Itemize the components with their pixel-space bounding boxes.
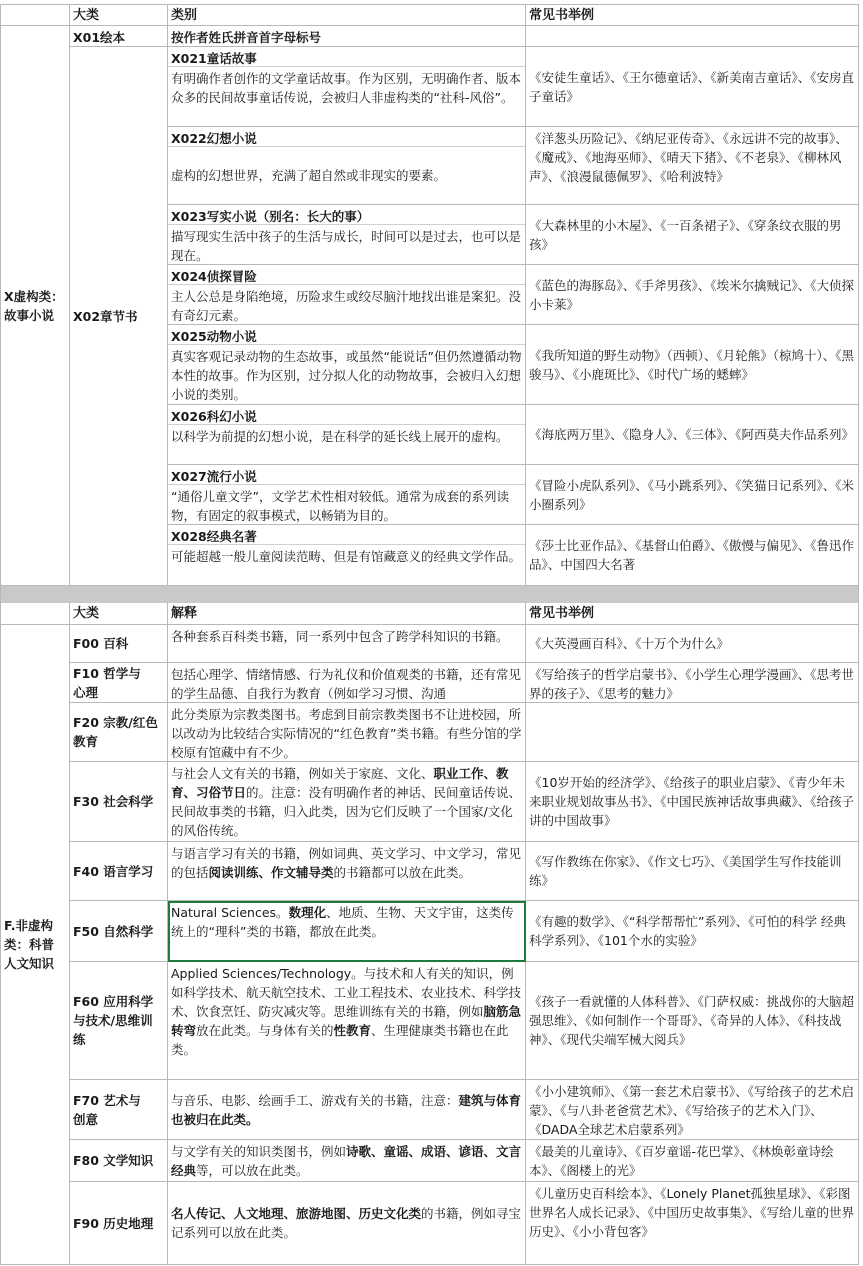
x025-title: X025动物小说	[168, 325, 526, 345]
f70-desc-bold: 建筑与体育也被归在此类。	[171, 1092, 522, 1127]
f60-desc	[168, 962, 526, 1080]
f30-examples-text: 《10岁开始的经济学》、《给孩子的职业启蒙》、《青少年未来职业规划故事丛书》、《中国民族神话故事典藏》、《给孩子讲的中国故事》	[529, 775, 855, 828]
f80-desc-b: 等，可以放在此类。	[196, 1163, 309, 1178]
f-header-blank	[0, 603, 70, 625]
header-blank	[0, 4, 70, 26]
x01-examples	[526, 26, 859, 47]
f50-desc[interactable]	[168, 901, 526, 962]
f30-desc-b: 的。注意：没有明确作者的神话、民间童话传说、民间故事类的书籍，归入此类，因为它们反映了一个国家/文化的风俗传统。	[171, 785, 522, 838]
f10-desc: 包括心理学、情绪情感、行为礼仪和价值观类的书籍，还有常见的学生品德、自我行为教育（例如学习习惯、沟通	[168, 663, 526, 703]
f40-examples	[526, 842, 859, 901]
x028-examples-text: 《莎士比亚作品》、《基督山伯爵》、《傲慢与偏见》、《鲁迅作品》、中国四大名著	[529, 538, 855, 572]
x022-desc-text: 虚构的幻想世界，充满了超自然或非现实的要素。	[171, 168, 447, 183]
f50-desc-bold: 数理化	[288, 905, 327, 920]
x027-desc: “通俗儿童文学”，文学艺术性相对较低。通常为成套的系列读物，有固定的叙事模式，以畅销为目的。	[168, 485, 526, 525]
f30-desc	[168, 762, 526, 842]
f00-desc: 各种套系百科类书籍，同一系列中包含了跨学科知识的书籍。	[168, 625, 526, 663]
x02-code-label: X02章节书	[73, 308, 138, 324]
f50-code-label: F50 自然科学	[73, 923, 154, 939]
f40-code-label: F40 语言学习	[73, 863, 154, 879]
x022-examples: 《洋葱头历险记》、《纳尼亚传奇》、《永远讲不完的故事》、《魔戒》、《地海巫师》、《晴天下猪》、《不老泉》、《柳林风声》、《浪漫鼠德佩罗》、《哈利波特》	[526, 127, 859, 205]
f30-code-label: F30 社会科学	[73, 794, 154, 809]
f60-desc-a: Applied Sciences/Technology。与技术和人有关的知识，例如科学技术、航天航空技术、工业工程技术、农业技术、科学技术、饮食烹饪、防灾减灾等。思维训练有关的书籍，例如	[171, 966, 522, 1019]
f50-code	[70, 901, 168, 962]
f70-examples: 《小小建筑师》、《第一套艺术启蒙书》、《写给孩子的艺术启蒙》、《与八卦老爸赏艺术》、《写给孩子的艺术入门》、《DADA全球艺术启蒙系列》	[526, 1080, 859, 1140]
x01-code: X01绘本	[70, 26, 168, 47]
f80-desc	[168, 1140, 526, 1182]
header-dalei: 大类	[70, 4, 168, 26]
f60-examples-text: 《孩子一看就懂的人体科普》、《门萨权威：挑战你的大脑超强思维》、《如何制作一个哥哥》、《奇异的人体》、《科技战神》、《现代尖端军械大阅兵》	[529, 994, 855, 1047]
x024-title: X024侦探冒险	[168, 265, 526, 285]
f60-code	[70, 962, 168, 1080]
f10-examples: 《写给孩子的哲学启蒙书》、《小学生心理学漫画》、《思考世界的孩子》、《思考的魅力》	[526, 663, 859, 703]
x025-examples	[526, 325, 859, 405]
f80-code	[70, 1140, 168, 1182]
major-category-x-label: X虚构类：故事小说	[4, 288, 64, 323]
f30-desc-a: 与社会人文有关的书籍，例如关于家庭、文化、	[171, 766, 434, 781]
f-header-dalei: 大类	[70, 603, 168, 625]
f50-desc-b: 、地质、生物、天文宇宙，这类传统上的“理科”类的书籍，都放在此类。	[171, 905, 514, 939]
f50-desc-a: Natural Sciences。	[171, 905, 289, 920]
x025-examples-text: 《我所知道的野生动物》（西顿）、《月轮熊》（椋鸠十）、《黑骏马》、《小鹿斑比》、《时代广场的蟋蟀》	[529, 347, 855, 382]
f60-examples	[526, 962, 859, 1080]
f90-desc-bold: 名人传记、人文地理、旅游地图、历史文化类	[171, 1206, 422, 1221]
f90-examples: 《儿童历史百科绘本》、《Lonely Planet孤独星球》、《彩图世界名人成长记录》、《中国历史故事集》、《写给儿童的世界历史》、《小小背包客》	[526, 1182, 859, 1265]
x022-desc	[168, 147, 526, 205]
f10-code-label: F10 哲学与心理	[73, 665, 141, 700]
major-category-x	[0, 26, 70, 586]
f20-examples	[526, 703, 859, 762]
x023-desc: 描写现实生活中孩子的生活与成长，时间可以是过去，也可以是现在。	[168, 225, 526, 265]
x021-examples	[526, 47, 859, 127]
f50-examples-text: 《有趣的数学》、《“科学帮帮忙”系列》、《可怕的科学 经典科学系列》、《101个水的实验》	[529, 914, 846, 948]
x021-examples-text: 《安徒生童话》、《王尔德童话》、《新美南吉童话》、《安房直子童话》	[529, 69, 855, 104]
f80-desc-a: 与文学有关的知识类图书，例如	[171, 1144, 347, 1159]
f60-desc-c: 、生理健康类书籍也在此类。	[171, 1023, 509, 1057]
x026-examples	[526, 405, 859, 465]
f40-desc-a: 与语言学习有关的书籍，例如词典、英文学习、中文学习，常见的包括	[171, 846, 522, 880]
f00-code	[70, 625, 168, 663]
major-category-f	[0, 625, 70, 1265]
header-leibie: 类别	[168, 4, 526, 26]
f40-desc-b: 的书籍都可以放在此类。	[333, 865, 472, 880]
f90-desc	[168, 1182, 526, 1265]
f20-desc: 此分类原为宗教类图书。考虑到目前宗教类图书不让进校园，所以改动为比较结合实际情况的“红色教育”类书籍。有些分馆的学校原有馆藏中有不少。	[168, 703, 526, 762]
x023-title: X023写实小说（别名：长大的事）	[168, 205, 526, 225]
f60-desc-bold-2: 性教育	[333, 1023, 372, 1038]
x028-desc: 可能超越一般儿童阅读范畴、但是有馆藏意义的经典文学作品。	[168, 545, 526, 586]
f90-desc-b: 的书籍，例如寻宝记系列可以放在此类。	[171, 1206, 522, 1240]
f40-desc-bold: 阅读训练、作文辅导类	[208, 865, 334, 880]
x026-examples-text: 《海底两万里》、《隐身人》、《三体》、《阿西莫夫作品系列》	[529, 427, 855, 442]
x025-desc: 真实客观记录动物的生态故事，或虽然“能说话”但仍然遵循动物本性的故事。作为区别，过分拟人化的动物故事，会被归入幻想小说的类别。	[168, 345, 526, 405]
x026-desc: 以科学为前提的幻想小说，是在科学的延长线上展开的虚构。	[168, 425, 526, 465]
x021-desc: 有明确作者创作的文学童话故事。作为区别，无明确作者、版本众多的民间故事童话传说，会被归人非虚构类的“社科-风俗”。	[168, 67, 526, 127]
x01-rule: 按作者姓氏拼音首字母标号	[168, 26, 526, 47]
f70-desc	[168, 1080, 526, 1140]
f20-code	[70, 703, 168, 762]
f70-code-label: F70 艺术与创意	[73, 1092, 141, 1127]
f50-examples	[526, 901, 859, 962]
f60-code-label: F60 应用科学与技术/思维训练	[73, 994, 154, 1047]
f80-examples: 《最美的儿童诗》、《百岁童谣-花巴掌》、《林焕彰童诗绘本》、《阁楼上的光》	[526, 1140, 859, 1182]
f70-code	[70, 1080, 168, 1140]
x028-examples	[526, 525, 859, 586]
x022-title: X022幻想小说	[168, 127, 526, 147]
f00-examples	[526, 625, 859, 663]
x02-code	[70, 47, 168, 586]
x023-examples-text: 《大森林里的小木屋》、《一百条裙子》、《穿条纹衣服的男孩》	[529, 217, 842, 252]
x024-examples	[526, 265, 859, 325]
f40-code	[70, 842, 168, 901]
x024-examples-text: 《蓝色的海豚岛》、《手斧男孩》、《埃米尔擒贼记》、《大侦探小卡莱》	[529, 277, 855, 312]
f30-examples	[526, 762, 859, 842]
f-header-examples: 常见书举例	[526, 603, 859, 625]
x028-title: X028经典名著	[168, 525, 526, 545]
f70-desc-a: 与音乐、电影、绘画手工、游戏有关的书籍，注意：	[171, 1092, 459, 1108]
f60-desc-bold-1: 脑筋急转弯	[171, 1004, 522, 1038]
f30-desc-bold: 职业工作、教育、习俗节日	[171, 766, 509, 800]
x021-title: X021童话故事	[168, 47, 526, 67]
f20-code-label: F20 宗教/红色教育	[73, 715, 158, 749]
f60-desc-b: 放在此类。与身体有关的	[196, 1023, 334, 1038]
f40-examples-text: 《写作教练在你家》、《作文七巧》、《美国学生写作技能训练》	[529, 854, 842, 888]
major-category-f-label: F.非虚构类：科普人文知识	[4, 918, 55, 971]
x027-title: X027流行小说	[168, 465, 526, 485]
f80-desc-bold: 诗歌、童谣、成语、谚语、文言经典	[171, 1144, 522, 1178]
f-header-jieshi: 解释	[168, 603, 526, 625]
header-examples: 常见书举例	[526, 4, 859, 26]
x027-examples	[526, 465, 859, 525]
section-divider	[0, 586, 859, 603]
x026-title: X026科幻小说	[168, 405, 526, 425]
f10-code	[70, 663, 168, 703]
f00-code-label: F00 百科	[73, 636, 129, 651]
f90-code-label: F90 历史地理	[73, 1215, 154, 1231]
x023-examples	[526, 205, 859, 265]
f00-examples-text: 《大英漫画百科》、《十万个为什么》	[529, 636, 730, 651]
f40-desc	[168, 842, 526, 901]
f30-code	[70, 762, 168, 842]
x027-examples-text: 《冒险小虎队系列》、《马小跳系列》、《笑猫日记系列》、《米小圈系列》	[529, 477, 855, 512]
f90-code	[70, 1182, 168, 1265]
x024-desc: 主人公总是身陷绝境，历险求生或绞尽脑汁地找出谁是案犯。没有奇幻元素。	[168, 285, 526, 325]
f80-code-label: F80 文学知识	[73, 1153, 154, 1168]
